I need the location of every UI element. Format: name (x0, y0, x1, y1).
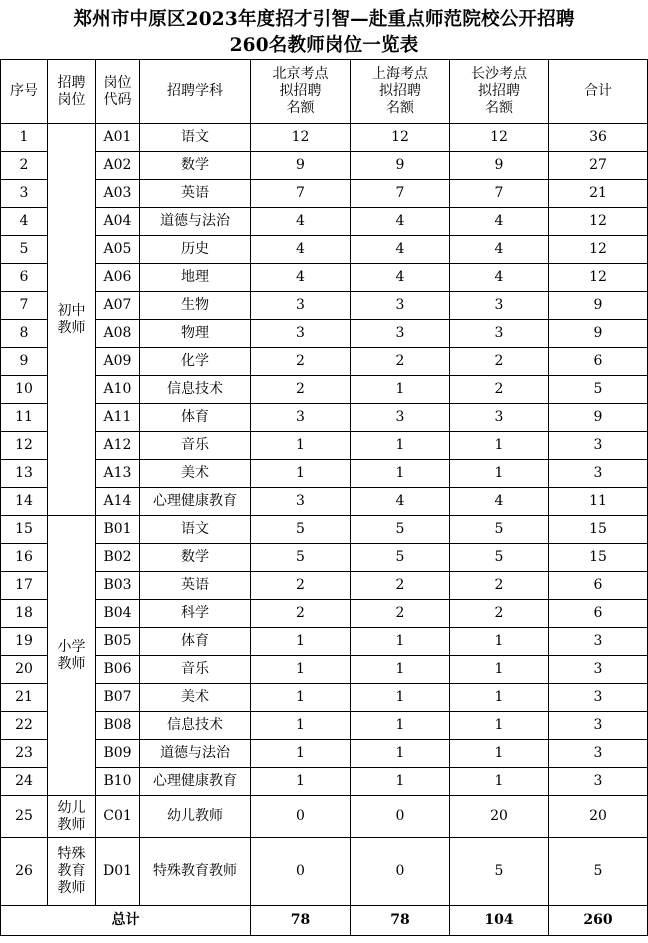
row-number: 15 (1, 516, 48, 544)
post-code: B10 (96, 768, 140, 796)
row-total: 12 (549, 236, 648, 264)
category-primary-teacher (48, 516, 96, 796)
table-row (1, 516, 648, 544)
header-row (1, 60, 648, 124)
beijing-quota: 2 (251, 376, 351, 404)
post-code: B08 (96, 712, 140, 740)
beijing-quota: 2 (251, 348, 351, 376)
table-row (1, 572, 648, 600)
table-row (1, 376, 648, 404)
row-total: 6 (549, 348, 648, 376)
shanghai-quota: 1 (351, 460, 450, 488)
subject-name: 英语 (140, 572, 251, 600)
subject-name: 道德与法治 (140, 208, 251, 236)
table-row (1, 684, 648, 712)
subject-name: 特殊教育教师 (140, 838, 251, 906)
row-number: 10 (1, 376, 48, 404)
post-code: B07 (96, 684, 140, 712)
row-number: 19 (1, 628, 48, 656)
changsha-quota: 12 (450, 124, 549, 152)
shanghai-quota: 3 (351, 292, 450, 320)
table-row (1, 348, 648, 376)
post-code: A11 (96, 404, 140, 432)
subject-name: 英语 (140, 180, 251, 208)
row-number: 1 (1, 124, 48, 152)
header-total: 合计 (549, 60, 648, 124)
category-primary-teacher-line: 教师 (57, 655, 86, 672)
document-title-line-2: 260名教师岗位一览表 (229, 35, 419, 56)
beijing-quota: 3 (251, 292, 351, 320)
table-row (1, 152, 648, 180)
post-code: A13 (96, 460, 140, 488)
changsha-quota: 4 (450, 264, 549, 292)
subject-name: 地理 (140, 264, 251, 292)
row-total: 15 (549, 516, 648, 544)
subject-name: 历史 (140, 236, 251, 264)
subject-name: 生物 (140, 292, 251, 320)
changsha-quota: 1 (450, 432, 549, 460)
beijing-quota: 4 (251, 236, 351, 264)
row-total: 6 (549, 600, 648, 628)
shanghai-quota: 1 (351, 768, 450, 796)
table-row (1, 488, 648, 516)
shanghai-quota: 3 (351, 404, 450, 432)
shanghai-quota: 1 (351, 684, 450, 712)
post-code: A02 (96, 152, 140, 180)
post-code: B02 (96, 544, 140, 572)
header-shanghai: 上海考点 拟招聘 名额 (351, 60, 450, 124)
subject-name: 幼儿教师 (140, 796, 251, 838)
table-row (1, 656, 648, 684)
changsha-quota: 2 (450, 348, 549, 376)
row-number: 22 (1, 712, 48, 740)
subject-name: 物理 (140, 320, 251, 348)
beijing-quota: 3 (251, 488, 351, 516)
changsha-quota: 4 (450, 488, 549, 516)
beijing-quota: 3 (251, 404, 351, 432)
total-row (1, 906, 648, 936)
table-row (1, 236, 648, 264)
row-number: 17 (1, 572, 48, 600)
post-code: A06 (96, 264, 140, 292)
subject-name: 语文 (140, 124, 251, 152)
table-row (1, 628, 648, 656)
changsha-quota: 20 (450, 796, 549, 838)
row-total: 3 (549, 656, 648, 684)
shanghai-quota: 4 (351, 208, 450, 236)
header-post: 招聘 岗位 (48, 60, 96, 124)
shanghai-quota: 1 (351, 712, 450, 740)
post-code: B05 (96, 628, 140, 656)
table-row (1, 544, 648, 572)
post-code: A14 (96, 488, 140, 516)
post-code: A03 (96, 180, 140, 208)
beijing-quota: 3 (251, 320, 351, 348)
post-code: A12 (96, 432, 140, 460)
total-changsha: 104 (450, 906, 549, 936)
header-subject: 招聘学科 (140, 60, 251, 124)
row-number: 21 (1, 684, 48, 712)
changsha-quota: 5 (450, 544, 549, 572)
beijing-quota: 4 (251, 264, 351, 292)
subject-name: 心理健康教育 (140, 488, 251, 516)
subject-name: 音乐 (140, 656, 251, 684)
beijing-quota: 5 (251, 544, 351, 572)
beijing-quota: 2 (251, 572, 351, 600)
subject-name: 音乐 (140, 432, 251, 460)
subject-name: 信息技术 (140, 712, 251, 740)
row-total: 6 (549, 572, 648, 600)
document-title-line-1: 郑州市中原区2023年度招才引智—赴重点师范院校公开招聘 (73, 9, 575, 30)
row-number: 6 (1, 264, 48, 292)
table-row (1, 740, 648, 768)
category-special-education-teacher (48, 838, 96, 906)
category-special-education-teacher-line: 教育 (57, 863, 86, 879)
table-row (1, 208, 648, 236)
changsha-quota: 2 (450, 572, 549, 600)
row-total: 11 (549, 488, 648, 516)
row-number: 16 (1, 544, 48, 572)
changsha-quota: 1 (450, 656, 549, 684)
shanghai-quota: 9 (351, 152, 450, 180)
shanghai-quota: 2 (351, 348, 450, 376)
table-row (1, 320, 648, 348)
table-row (1, 712, 648, 740)
row-number: 12 (1, 432, 48, 460)
shanghai-quota: 1 (351, 628, 450, 656)
row-number: 8 (1, 320, 48, 348)
row-number: 4 (1, 208, 48, 236)
changsha-quota: 2 (450, 600, 549, 628)
row-total: 15 (549, 544, 648, 572)
shanghai-quota: 1 (351, 656, 450, 684)
row-total: 5 (549, 838, 648, 906)
shanghai-quota: 0 (351, 796, 450, 838)
row-number: 24 (1, 768, 48, 796)
table-row (1, 432, 648, 460)
post-code: C01 (96, 796, 140, 838)
header-code: 岗位 代码 (96, 60, 140, 124)
beijing-quota: 1 (251, 712, 351, 740)
shanghai-quota: 7 (351, 180, 450, 208)
row-number: 7 (1, 292, 48, 320)
header-no: 序号 (1, 60, 48, 124)
changsha-quota: 4 (450, 208, 549, 236)
post-code: B06 (96, 656, 140, 684)
beijing-quota: 0 (251, 838, 351, 906)
row-number: 5 (1, 236, 48, 264)
changsha-quota: 1 (450, 684, 549, 712)
shanghai-quota: 5 (351, 516, 450, 544)
post-code: A04 (96, 208, 140, 236)
table-row (1, 460, 648, 488)
total-label: 总计 (1, 906, 251, 936)
table-row (1, 124, 648, 152)
table-row (1, 180, 648, 208)
beijing-quota: 9 (251, 152, 351, 180)
table-row (1, 292, 648, 320)
table-row (1, 600, 648, 628)
row-number: 9 (1, 348, 48, 376)
row-number: 3 (1, 180, 48, 208)
row-total: 9 (549, 292, 648, 320)
recruitment-table (0, 59, 648, 936)
changsha-quota: 7 (450, 180, 549, 208)
subject-name: 数学 (140, 544, 251, 572)
table-row (1, 768, 648, 796)
row-number: 23 (1, 740, 48, 768)
category-special-education-teacher-line: 教师 (57, 880, 86, 896)
subject-name: 科学 (140, 600, 251, 628)
post-code: D01 (96, 838, 140, 906)
beijing-quota: 5 (251, 516, 351, 544)
shanghai-quota: 12 (351, 124, 450, 152)
row-total: 3 (549, 740, 648, 768)
header-beijing: 北京考点 拟招聘 名额 (251, 60, 351, 124)
shanghai-quota: 1 (351, 740, 450, 768)
beijing-quota: 1 (251, 628, 351, 656)
shanghai-quota: 2 (351, 600, 450, 628)
shanghai-quota: 4 (351, 264, 450, 292)
beijing-quota: 7 (251, 180, 351, 208)
post-code: A05 (96, 236, 140, 264)
row-total: 12 (549, 264, 648, 292)
changsha-quota: 2 (450, 376, 549, 404)
beijing-quota: 1 (251, 768, 351, 796)
shanghai-quota: 0 (351, 838, 450, 906)
post-code: A10 (96, 376, 140, 404)
row-total: 5 (549, 376, 648, 404)
row-total: 3 (549, 684, 648, 712)
subject-name: 数学 (140, 152, 251, 180)
row-total: 3 (549, 460, 648, 488)
changsha-quota: 1 (450, 460, 549, 488)
changsha-quota: 1 (450, 740, 549, 768)
changsha-quota: 3 (450, 320, 549, 348)
changsha-quota: 1 (450, 768, 549, 796)
beijing-quota: 1 (251, 656, 351, 684)
row-total: 12 (549, 208, 648, 236)
subject-name: 信息技术 (140, 376, 251, 404)
row-number: 26 (1, 838, 48, 906)
shanghai-quota: 5 (351, 544, 450, 572)
subject-name: 体育 (140, 404, 251, 432)
beijing-quota: 1 (251, 432, 351, 460)
row-total: 3 (549, 628, 648, 656)
row-total: 9 (549, 320, 648, 348)
beijing-quota: 2 (251, 600, 351, 628)
subject-name: 语文 (140, 516, 251, 544)
subject-name: 道德与法治 (140, 740, 251, 768)
post-code: A08 (96, 320, 140, 348)
changsha-quota: 5 (450, 516, 549, 544)
table-row (1, 796, 648, 838)
row-total: 3 (549, 712, 648, 740)
category-kindergarten-teacher-line: 教师 (57, 816, 86, 833)
category-junior-teacher (48, 124, 96, 516)
header-changsha: 长沙考点 拟招聘 名额 (450, 60, 549, 124)
row-total: 36 (549, 124, 648, 152)
subject-name: 心理健康教育 (140, 768, 251, 796)
changsha-quota: 3 (450, 292, 549, 320)
shanghai-quota: 1 (351, 376, 450, 404)
post-code: B03 (96, 572, 140, 600)
changsha-quota: 4 (450, 236, 549, 264)
category-junior-teacher-line: 教师 (57, 319, 86, 336)
post-code: B09 (96, 740, 140, 768)
changsha-quota: 9 (450, 152, 549, 180)
shanghai-quota: 1 (351, 432, 450, 460)
changsha-quota: 5 (450, 838, 549, 906)
row-total: 27 (549, 152, 648, 180)
table-row (1, 838, 648, 906)
beijing-quota: 1 (251, 460, 351, 488)
post-code: A01 (96, 124, 140, 152)
subject-name: 化学 (140, 348, 251, 376)
changsha-quota: 3 (450, 404, 549, 432)
row-number: 11 (1, 404, 48, 432)
table-row (1, 264, 648, 292)
row-number: 13 (1, 460, 48, 488)
beijing-quota: 4 (251, 208, 351, 236)
row-total: 3 (549, 432, 648, 460)
total-shanghai: 78 (351, 906, 450, 936)
category-kindergarten-teacher (48, 796, 96, 838)
row-number: 14 (1, 488, 48, 516)
row-total: 20 (549, 796, 648, 838)
row-total: 3 (549, 768, 648, 796)
changsha-quota: 1 (450, 628, 549, 656)
beijing-quota: 12 (251, 124, 351, 152)
shanghai-quota: 4 (351, 488, 450, 516)
category-junior-teacher-line: 初中 (57, 302, 86, 319)
post-code: A09 (96, 348, 140, 376)
beijing-quota: 1 (251, 684, 351, 712)
subject-name: 美术 (140, 684, 251, 712)
post-code: B01 (96, 516, 140, 544)
row-total: 21 (549, 180, 648, 208)
row-total: 9 (549, 404, 648, 432)
total-all: 260 (549, 906, 648, 936)
category-kindergarten-teacher-line: 幼儿 (57, 799, 86, 816)
post-code: A07 (96, 292, 140, 320)
shanghai-quota: 2 (351, 572, 450, 600)
shanghai-quota: 3 (351, 320, 450, 348)
table-row (1, 404, 648, 432)
category-primary-teacher-line: 小学 (57, 638, 86, 655)
row-number: 2 (1, 152, 48, 180)
row-number: 25 (1, 796, 48, 838)
subject-name: 美术 (140, 460, 251, 488)
beijing-quota: 1 (251, 740, 351, 768)
changsha-quota: 1 (450, 712, 549, 740)
subject-name: 体育 (140, 628, 251, 656)
total-beijing: 78 (251, 906, 351, 936)
row-number: 20 (1, 656, 48, 684)
post-code: B04 (96, 600, 140, 628)
beijing-quota: 0 (251, 796, 351, 838)
category-special-education-teacher-line: 特殊 (57, 846, 86, 862)
row-number: 18 (1, 600, 48, 628)
shanghai-quota: 4 (351, 236, 450, 264)
